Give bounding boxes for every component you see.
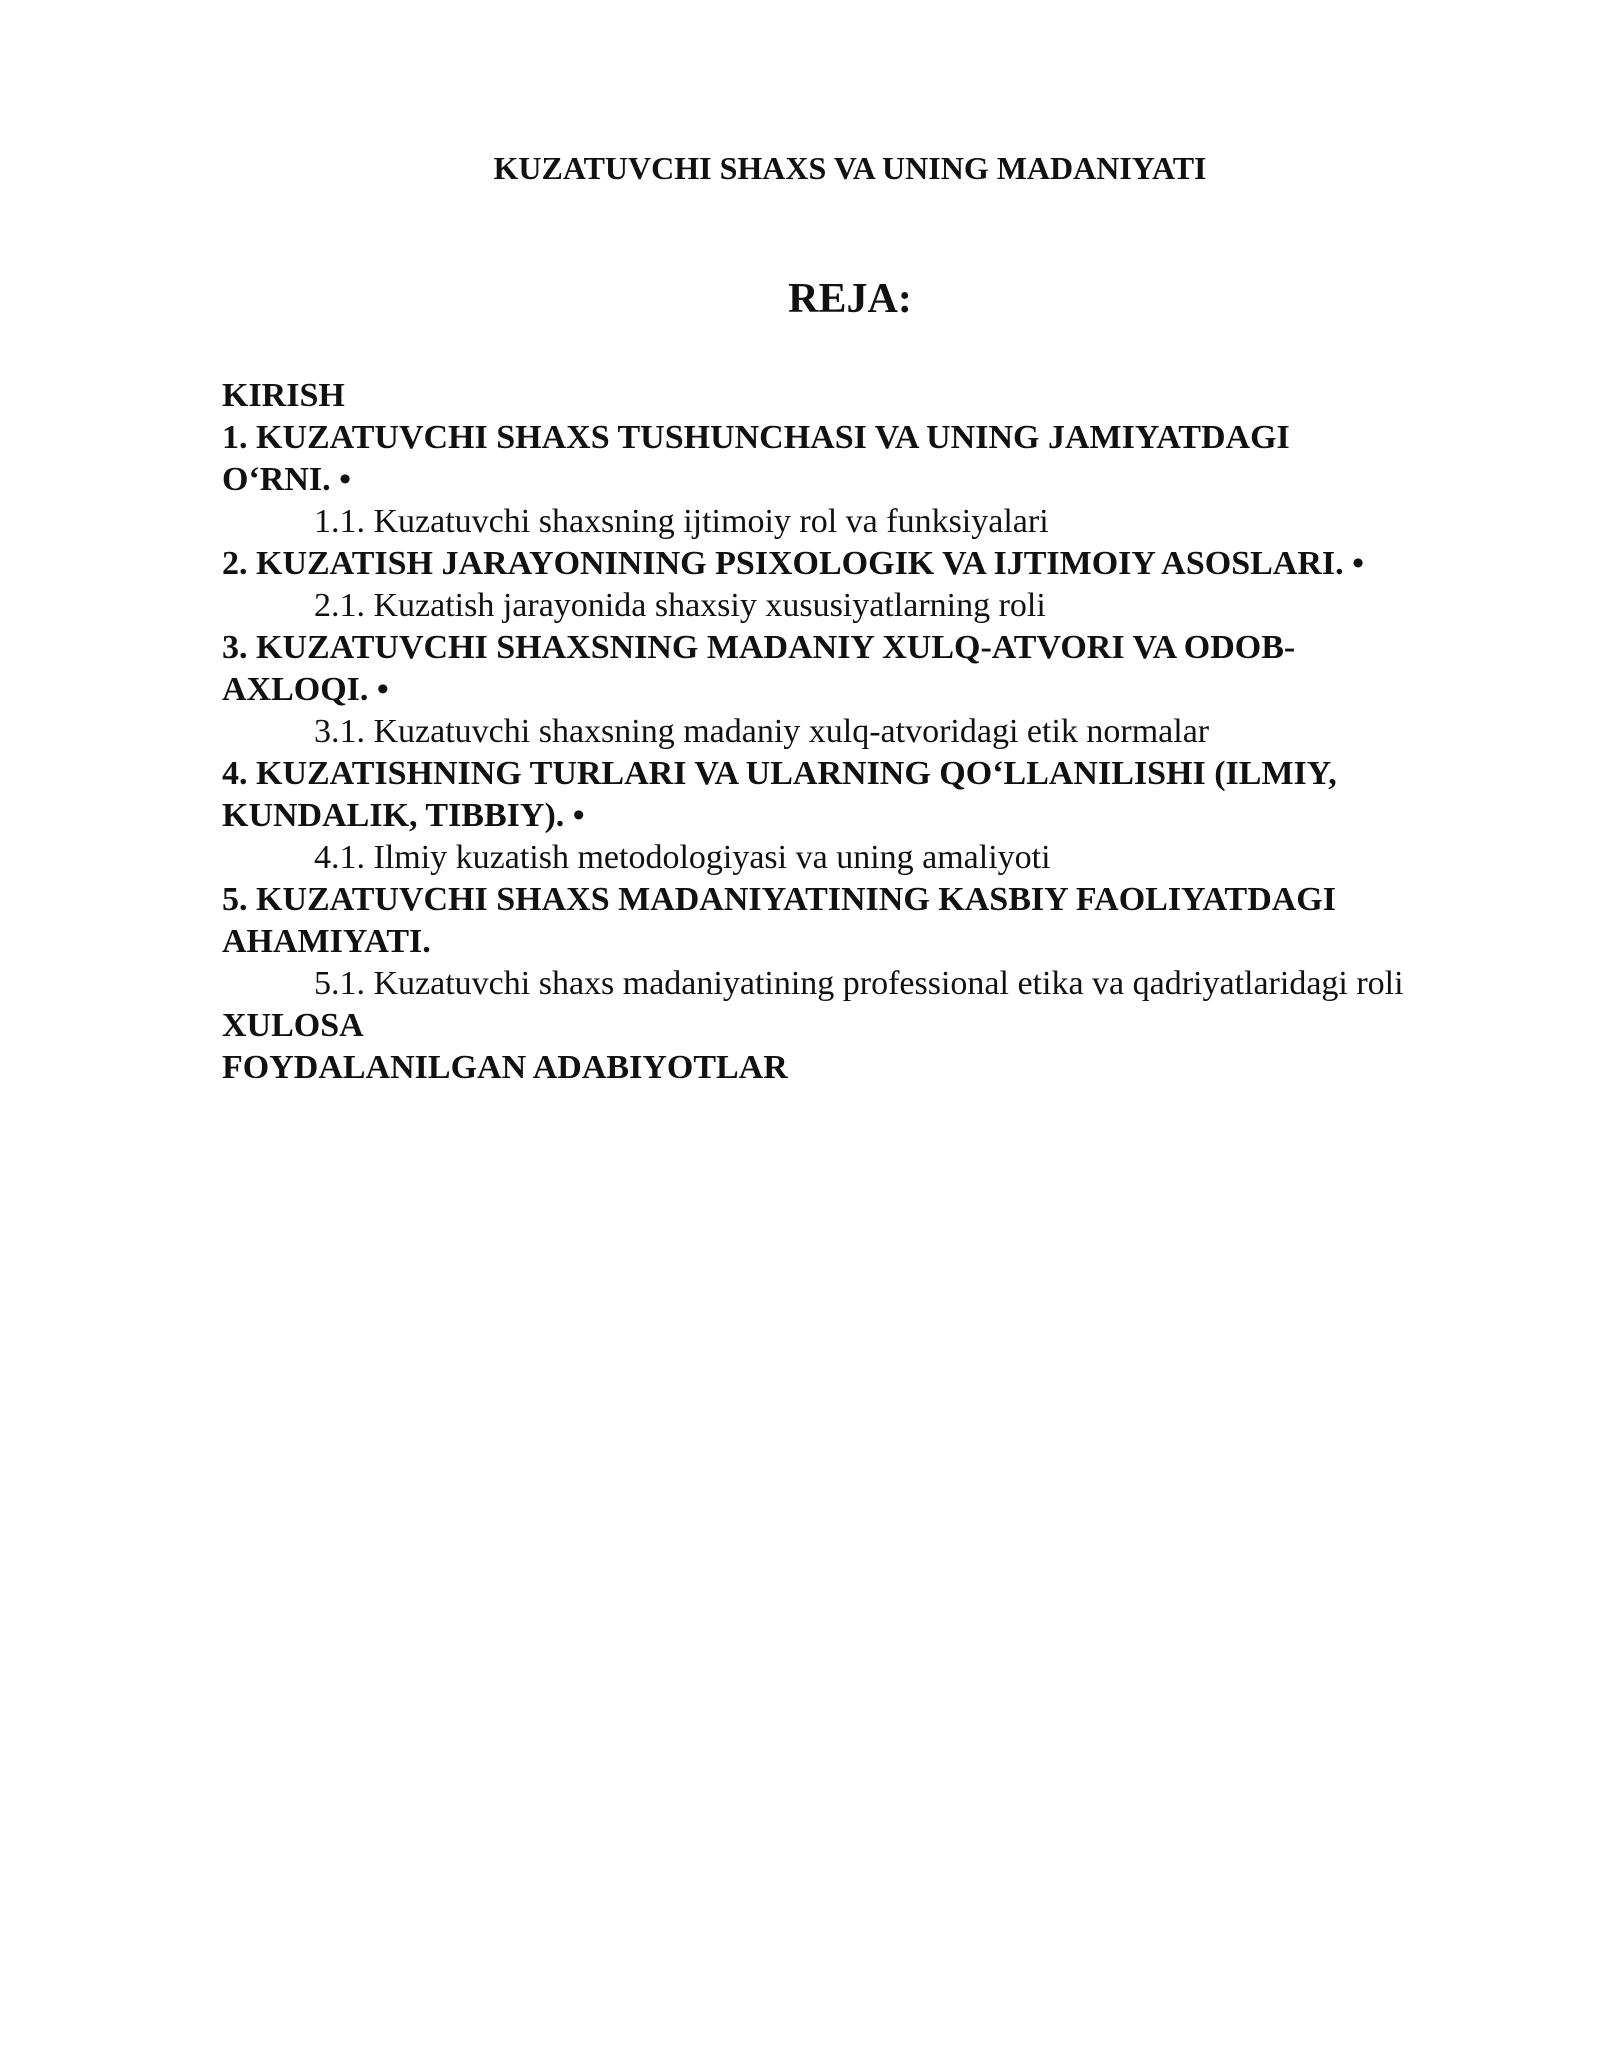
toc-references: FOYDALANILGAN ADABIYOTLAR: [222, 1049, 788, 1086]
plan-heading: REJA:: [788, 276, 912, 322]
toc-section-2-line-1: 2. KUZATISH JARAYONINING PSIXOLOGIK VA IJTIMOIY ASOSLARI. •: [222, 545, 1365, 582]
toc-section-3-line-2: AXLOQI. •: [222, 671, 389, 708]
table-of-contents: [222, 375, 1512, 1089]
toc-section-5-line-1: 5. KUZATUVCHI SHAXS MADANIYATINING KASBIY FAOLIYATDAGI: [222, 881, 1336, 918]
toc-subsection-4-1: 4.1. Ilmiy kuzatish metodologiyasi va uning amaliyoti: [314, 839, 1051, 876]
toc-subsection-2-1: 2.1. Kuzatish jarayonida shaxsiy xususiyatlarning roli: [314, 587, 1046, 624]
toc-section-1-line-1: 1. KUZATUVCHI SHAXS TUSHUNCHASI VA UNING JAMIYATDAGI: [222, 419, 1290, 456]
toc-subsection-5-1: 5.1. Kuzatuvchi shaxs madaniyatining professional etika va qadriyatlaridagi roli: [314, 965, 1404, 1002]
toc-subsection-1-1: 1.1. Kuzatuvchi shaxsning ijtimoiy rol va funksiyalari: [314, 503, 1049, 540]
toc-section-1-line-2: O‘RNI. •: [222, 461, 352, 498]
toc-subsection-3-1: 3.1. Kuzatuvchi shaxsning madaniy xulq-atvoridagi etik normalar: [314, 713, 1210, 750]
toc-intro: KIRISH: [222, 377, 345, 414]
toc-section-5-line-2: AHAMIYATI.: [222, 923, 431, 960]
toc-section-3-line-1: 3. KUZATUVCHI SHAXSNING MADANIY XULQ-ATVORI VA ODOB-: [222, 629, 1296, 666]
toc-section-4-line-2: KUNDALIK, TIBBIY). •: [222, 797, 585, 834]
toc-conclusion: XULOSA: [222, 1007, 364, 1044]
document-title: KUZATUVCHI SHAXS VA UNING MADANIYATI: [493, 150, 1207, 186]
toc-section-4-line-1: 4. KUZATISHNING TURLARI VA ULARNING QO‘LLANILISHI (ILMIY,: [222, 755, 1337, 792]
